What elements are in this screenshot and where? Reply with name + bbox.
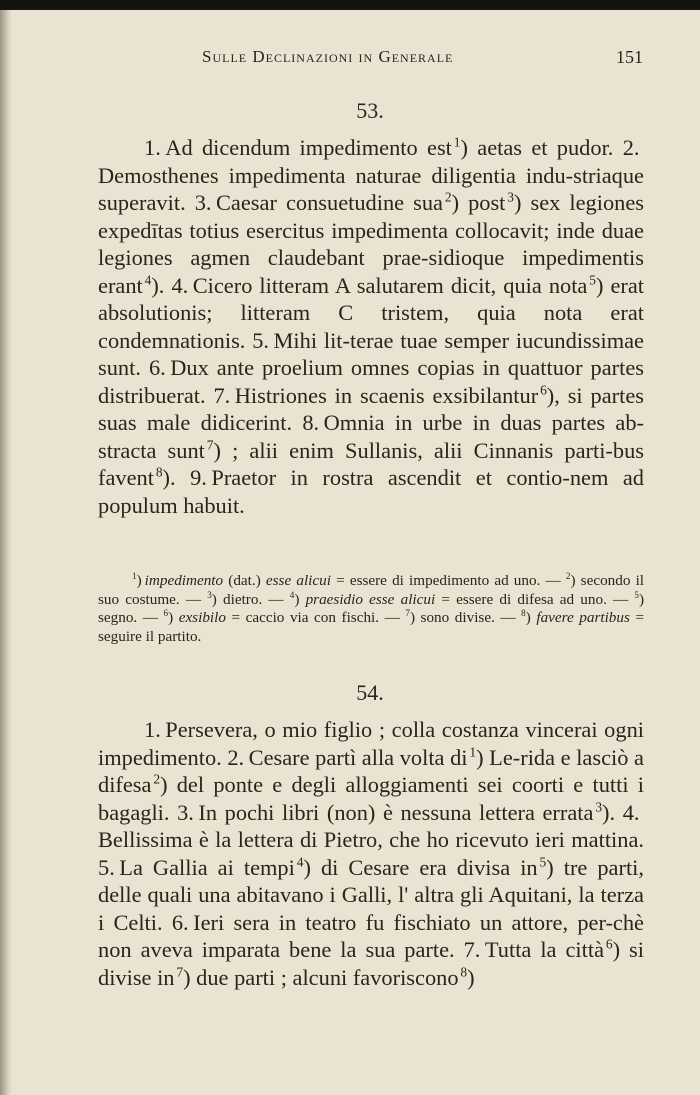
scan-top-border (0, 0, 700, 10)
exercise-53-text: 1. Ad dicendum impedimento est $^1$) aetas et pudor. 2. Demosthenes impedimenta naturae diligentia indu-striaque superavit. 3. Caesar consuetudine sua $^2$) post $^3$) sex legiones expedītas totius esercitus impedimenta collocavit; inde duae legiones agmen claudebant prae-sidioque impedimentis erant $^4$). 4. Cicero litteram A salutarem dicit, quia nota $^5$) erat absolutionis; litteram C tristem, quia nota erat condemnationis. 5. Mihi lit-terae tuae semper iucundissimae sunt. 6. Dux ante proelium omnes copias in quattuor partes distribuerat. 7. Histriones in scaenis exsibilantur $^6$), si partes suas male didicerint. 8. Omnia in urbe in duas partes ab-stracta sunt $^7$) ; alii enim Sullanis, alii Cinnanis parti-bus favent $^8$). 9. Praetor in rostra ascendit et contio-nem ad populum habuit. (98, 134, 644, 518)
exercise-54-text: 1. Persevera, o mio figlio ; colla costanza vincerai ogni impedimento. 2. Cesare partì alla volta di $^1$) Le-rida e lasciò a difesa $^2$) del ponte e degli alloggiamenti sei coorti e tutti i bagagli. 3. In pochi libri (non) è nessuna lettera errata $^3$). 4. Bellissima è la lettera di Pietro, che ho ricevuto ieri mattina. 5. La Gallia ai tempi $^4$) di Cesare era divisa in $^5$) tre parti, delle quali una abitavano i Galli, l' altra gli Aquitani, la terza i Celti. 6. Ieri sera in teatro fu fischiato un attore, per-chè non aveva imparata bene la sua parte. 7. Tutta la città $^6$) si divise in $^7$) due parti ; alcuni favoriscono $^8$) (98, 717, 644, 990)
page-header (98, 44, 643, 74)
page-number: 151 (616, 47, 643, 67)
footnotes-53: $^1$) impedimento (dat.) esse alicui = essere di impedimento ad uno. — $^2$) secondo il suo costume. — $^3$) dietro. — $^4$) praesidio esse alicui = essere di difesa ad uno. — $^5$) segno. — $^6$) exsibilo = caccio via con fischi. — $^7$) sono divise. — $^8$) favere partibus = seguire il partito. (98, 570, 645, 645)
section-number-53: 53. (356, 98, 384, 123)
section-number-54: 54. (356, 680, 384, 705)
page-gutter-shadow (0, 10, 12, 1095)
running-head: Sulle Declinazioni in Generale (202, 47, 454, 66)
